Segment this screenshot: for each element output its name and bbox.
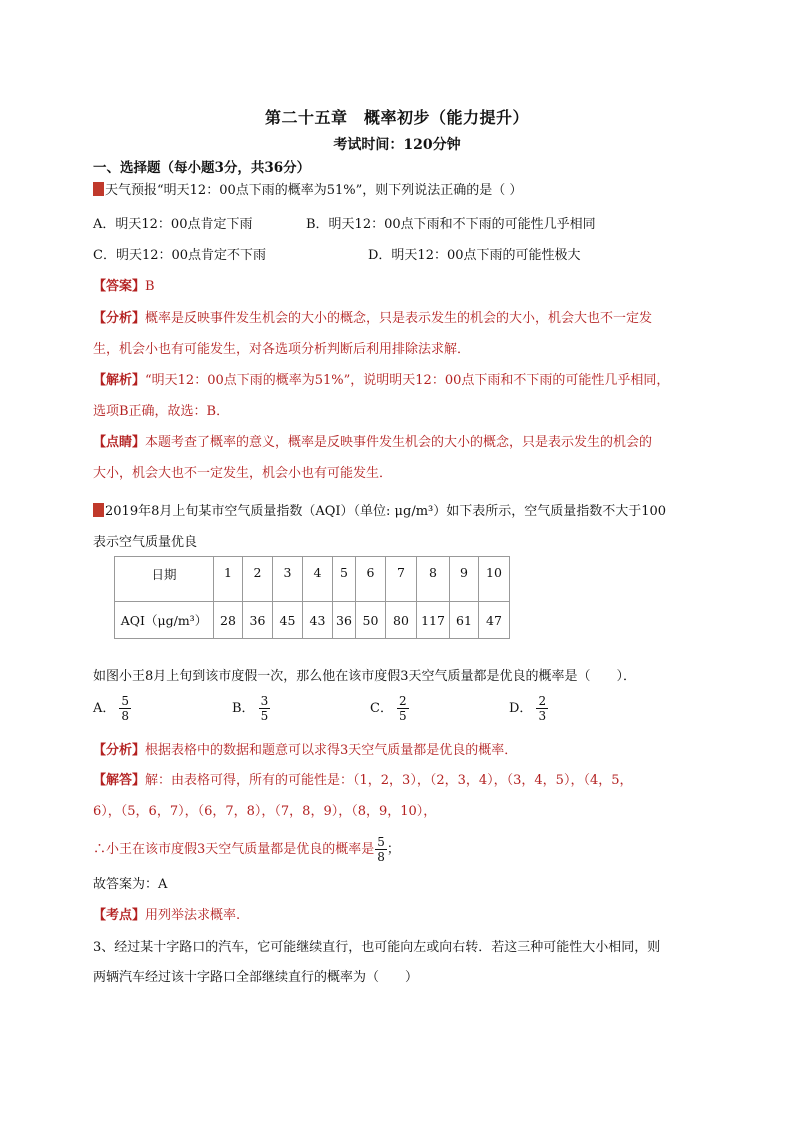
analysis-tag: 【分析】 <box>93 311 146 326</box>
solution-text: “明天12：00点下雨的概率为51%”，说明明天12：00点下雨和不下雨的可能性几乎相同， <box>145 373 670 388</box>
fraction-denominator: 5 <box>398 709 407 723</box>
q2-final-answer: 故答案为：A <box>93 877 168 892</box>
fraction-numerator: 2 <box>538 694 547 708</box>
table-row-dates <box>115 557 510 602</box>
table-cell: 9 <box>450 557 479 602</box>
option-label: C． <box>370 701 393 716</box>
table-cell: 28 <box>214 602 243 639</box>
fraction <box>375 835 387 864</box>
q2-option-d <box>509 694 548 723</box>
solution-tag: 【解答】 <box>93 773 146 788</box>
table-cell: 47 <box>479 602 510 639</box>
option-label: D． <box>509 701 533 716</box>
q2-conclusion <box>93 835 400 864</box>
q1-comment-line2: 大小，机会大也不一定发生，机会小也有可能发生． <box>93 466 393 481</box>
q3-stem-line1: 3、经过某十字路口的汽车，它可能继续直行，也可能向左或向右转．若这三种可能性大小相同，则 <box>93 940 661 955</box>
q1-analysis-line2: 生，机会小也有可能发生，对各选项分析判断后利用排除法求解． <box>93 342 471 357</box>
option-label: B． <box>232 701 255 716</box>
fraction-denominator: 5 <box>260 709 269 723</box>
q3-stem-line2: 两辆汽车经过该十字路口全部继续直行的概率为（ ） <box>93 970 419 985</box>
exam-time: 考试时间：120分钟 <box>333 137 461 153</box>
fraction-denominator: 8 <box>377 850 385 864</box>
table-cell: 36 <box>333 602 356 639</box>
analysis-text: 根据表格中的数据和题意可以求得3天空气质量都是优良的概率． <box>145 743 518 758</box>
table-cell: 43 <box>303 602 333 639</box>
table-cell: 10 <box>479 557 510 602</box>
solution-tag: 【解析】 <box>93 373 146 388</box>
table-cell: 61 <box>450 602 479 639</box>
q2-point <box>93 906 240 926</box>
q2-solution-line2: 6），（5，6，7），（6，7，8），（7，8，9），（8，9，10）， <box>93 804 437 819</box>
fraction-denominator: 8 <box>121 709 130 723</box>
q1-option-a: A．明天12：00点肯定下雨 <box>93 217 253 232</box>
q2-solution-line1 <box>93 771 633 791</box>
analysis-tag: 【分析】 <box>93 743 146 758</box>
table-cell: 117 <box>417 602 450 639</box>
q1-stem-text: 天气预报“明天12：00点下雨的概率为51%”，则下列说法正确的是（ ） <box>105 183 523 198</box>
table-cell: 4 <box>303 557 333 602</box>
conclusion-text: ∴小王在该市度假3天空气质量都是优良的概率是 <box>93 842 375 857</box>
fraction-numerator: 5 <box>121 694 130 708</box>
table-cell: 8 <box>417 557 450 602</box>
fraction <box>536 694 548 723</box>
q1-solution-line2: 选项B正确，故选：B． <box>93 404 230 419</box>
q2-question: 如图小王8月上旬到该市度假一次，那么他在该市度假3天空气质量都是优良的概率是（ ）． <box>93 669 637 684</box>
q2-stem-text: 2019年8月上旬某市空气质量指数（AQI）（单位: μg/m³）如下表所示，空气质量指数不大于100 <box>105 504 667 519</box>
section-heading: 一、选择题（每小题3分，共36分） <box>93 160 311 176</box>
aqi-table <box>114 556 510 639</box>
table-cell: 7 <box>386 557 417 602</box>
table-cell: 45 <box>273 602 303 639</box>
q1-answer <box>93 277 155 297</box>
q1-option-c: C．明天12：00点肯定不下雨 <box>93 248 267 263</box>
q1-comment-line1 <box>93 433 652 453</box>
fraction-denominator: 3 <box>538 709 547 723</box>
q2-option-c <box>370 694 409 723</box>
fraction <box>259 694 271 723</box>
q2-stem-line1 <box>93 502 666 522</box>
option-label: A． <box>93 701 116 716</box>
table-header-date: 日期 <box>115 557 214 602</box>
fraction-numerator: 5 <box>377 835 385 849</box>
table-cell: 50 <box>356 602 386 639</box>
q1-stem <box>93 181 522 201</box>
q1-analysis-line1 <box>93 309 652 329</box>
q2-option-a <box>93 694 131 723</box>
comment-tag: 【点睛】 <box>93 435 146 450</box>
table-header-aqi: AQI（μg/m³） <box>115 602 214 639</box>
table-cell: 80 <box>386 602 417 639</box>
q2-number-marker <box>93 503 104 517</box>
fraction <box>397 694 409 723</box>
comment-text: 本题考查了概率的意义，概率是反映事件发生机会的大小的概念，只是表示发生的机会的 <box>145 435 653 450</box>
point-tag: 【考点】 <box>93 908 146 923</box>
q2-option-b <box>232 694 270 723</box>
q1-option-d: D．明天12：00点下雨的可能性极大 <box>368 248 581 263</box>
conclusion-end: ； <box>386 842 400 857</box>
table-cell: 36 <box>243 602 273 639</box>
solution-text: 解：由表格可得，所有的可能性是：（1，2，3），（2，3，4），（3，4，5），（4，5， <box>145 773 633 788</box>
table-cell: 3 <box>273 557 303 602</box>
fraction <box>119 694 131 723</box>
q2-stem-line2: 表示空气质量优良 <box>93 535 198 550</box>
q2-analysis <box>93 741 517 761</box>
table-row-aqi <box>115 602 510 639</box>
answer-value: B <box>145 279 155 294</box>
page-title: 第二十五章 概率初步（能力提升） <box>264 108 529 127</box>
fraction-numerator: 3 <box>260 694 269 708</box>
table-cell: 5 <box>333 557 356 602</box>
answer-tag: 【答案】 <box>93 279 146 294</box>
table-cell: 6 <box>356 557 386 602</box>
fraction-numerator: 2 <box>398 694 407 708</box>
analysis-text: 概率是反映事件发生机会的大小的概念，只是表示发生的机会的大小，机会大也不一定发 <box>145 311 653 326</box>
q1-number-marker <box>93 182 104 196</box>
table-cell: 2 <box>243 557 273 602</box>
q1-option-b: B．明天12：00点下雨和不下雨的可能性几乎相同 <box>306 217 596 232</box>
q1-solution-line1 <box>93 371 669 391</box>
table-cell: 1 <box>214 557 243 602</box>
point-text: 用列举法求概率. <box>145 908 241 923</box>
